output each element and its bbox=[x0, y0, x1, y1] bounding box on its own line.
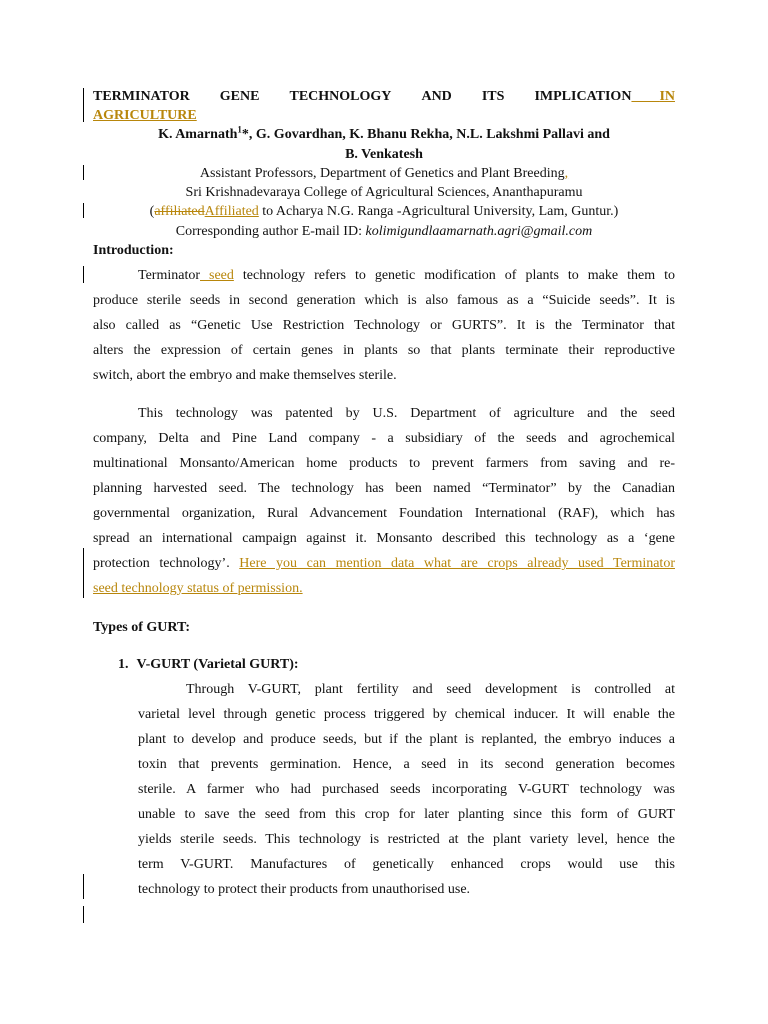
paragraph-line: also called as “Genetic Use Restriction Technology or GURTS”. It is the Terminator that bbox=[93, 318, 675, 333]
change-bar bbox=[83, 548, 84, 598]
paragraph-line: toxin that prevents germination. Hence, a seed in its second generation becomes bbox=[138, 757, 675, 772]
list-number: 1. bbox=[118, 657, 129, 672]
change-bar bbox=[83, 266, 84, 283]
paragraph-line: technology to protect their products from unauthorised use. bbox=[138, 882, 471, 897]
change-bar bbox=[83, 165, 84, 180]
paragraph-line: This technology was patented by U.S. Department of agriculture and the seed bbox=[138, 406, 675, 421]
title-word: AND bbox=[421, 89, 452, 104]
change-bar bbox=[83, 874, 84, 899]
affiliation-line: Sri Krishnadevaraya College of Agricultural Sciences, Ananthapuramu bbox=[185, 185, 583, 200]
paragraph-line: protection technology’. Here you can mention data what are crops already used Terminator bbox=[93, 556, 675, 571]
title-word: GENE bbox=[219, 89, 260, 104]
change-bar bbox=[83, 906, 84, 923]
paragraph-line: term V-GURT. Manufactures of genetically enhanced crops would use this bbox=[138, 857, 675, 872]
inserted-text: seed bbox=[200, 268, 234, 283]
deleted-text: affiliated bbox=[154, 204, 205, 219]
title-word: IMPLICATION bbox=[534, 89, 632, 104]
title-word: TECHNOLOGY bbox=[289, 89, 392, 104]
paragraph-line: Terminator seed technology refers to genetic modification of plants to make them to bbox=[138, 268, 675, 283]
paragraph-line: governmental organization, Rural Advancement Foundation International (RAF), which has bbox=[93, 506, 675, 521]
paragraph-line: company, Delta and Pine Land company - a subsidiary of the seeds and agrochemical bbox=[93, 431, 675, 446]
list-item-heading: 1. V-GURT (Varietal GURT): bbox=[118, 657, 299, 672]
paragraph-line: plant to develop and produce seeds, but if the plant is replanted, the embryo induces a bbox=[138, 732, 675, 747]
paragraph-line: switch, abort the embryo and make themselves sterile. bbox=[93, 368, 397, 383]
title-word: TERMINATOR bbox=[93, 89, 190, 104]
inserted-text: Affiliated bbox=[204, 204, 259, 219]
inserted-comment-text: Here you can mention data what are crops already used Terminator bbox=[239, 556, 675, 571]
change-bar bbox=[83, 203, 84, 218]
paragraph-line: alters the expression of certain genes in plants so that plants terminate their reproductive bbox=[93, 343, 675, 358]
paragraph-line: Through V-GURT, plant fertility and seed development is controlled at bbox=[186, 682, 675, 697]
paragraph-line: unable to save the seed from this crop for later planting since this form of GURT bbox=[138, 807, 675, 822]
author-list-line-2: B. Venkatesh bbox=[345, 147, 423, 162]
paragraph-line: sterile. A farmer who had purchased seeds incorporating V-GURT technology was bbox=[138, 782, 675, 797]
paragraph-line: yields sterile seeds. This technology is restricted at the plant variety level, hence the bbox=[138, 832, 675, 847]
inserted-comment-text: seed technology status of permission. bbox=[93, 581, 303, 596]
document-title bbox=[93, 88, 675, 106]
paragraph-line: produce sterile seeds in second generation which is also famous as a “Suicide seeds”. It is bbox=[93, 293, 675, 308]
paragraph-line: multinational Monsanto/American home products to prevent farmers from saving and re- bbox=[93, 456, 675, 471]
paragraph-line: planning harvested seed. The technology has been named “Terminator” by the Canadian bbox=[93, 481, 675, 496]
author-list: K. Amarnath$^1$*, G. Govardhan, K. Bhanu Rekha, N.L. Lakshmi Pallavi and bbox=[158, 124, 610, 142]
inserted-text: IN bbox=[659, 89, 675, 104]
section-heading: Types of GURT: bbox=[93, 620, 190, 635]
email-address: kolimigundlaamarnath.agri@gmail.com bbox=[365, 224, 593, 239]
paragraph-line: varietal level through genetic process triggered by chemical inducer. It will enable the bbox=[138, 707, 675, 722]
change-bar bbox=[83, 88, 84, 122]
corresponding-author: Corresponding author E-mail ID: kolimigundlaamarnath.agri@gmail.com bbox=[175, 224, 593, 239]
affiliation-line: Assistant Professors, Department of Genetics and Plant Breeding, bbox=[199, 166, 569, 181]
title-line-2: AGRICULTURE bbox=[93, 108, 197, 123]
title-word: ITS bbox=[481, 89, 505, 104]
section-heading: Introduction: bbox=[93, 243, 174, 258]
paragraph-line: spread an international campaign against it. Monsanto described this technology as a ‘gene bbox=[93, 531, 675, 546]
affiliation-line: (affiliatedAffiliated to Acharya N.G. Ranga -Agricultural University, Lam, Guntur.) bbox=[149, 204, 619, 219]
